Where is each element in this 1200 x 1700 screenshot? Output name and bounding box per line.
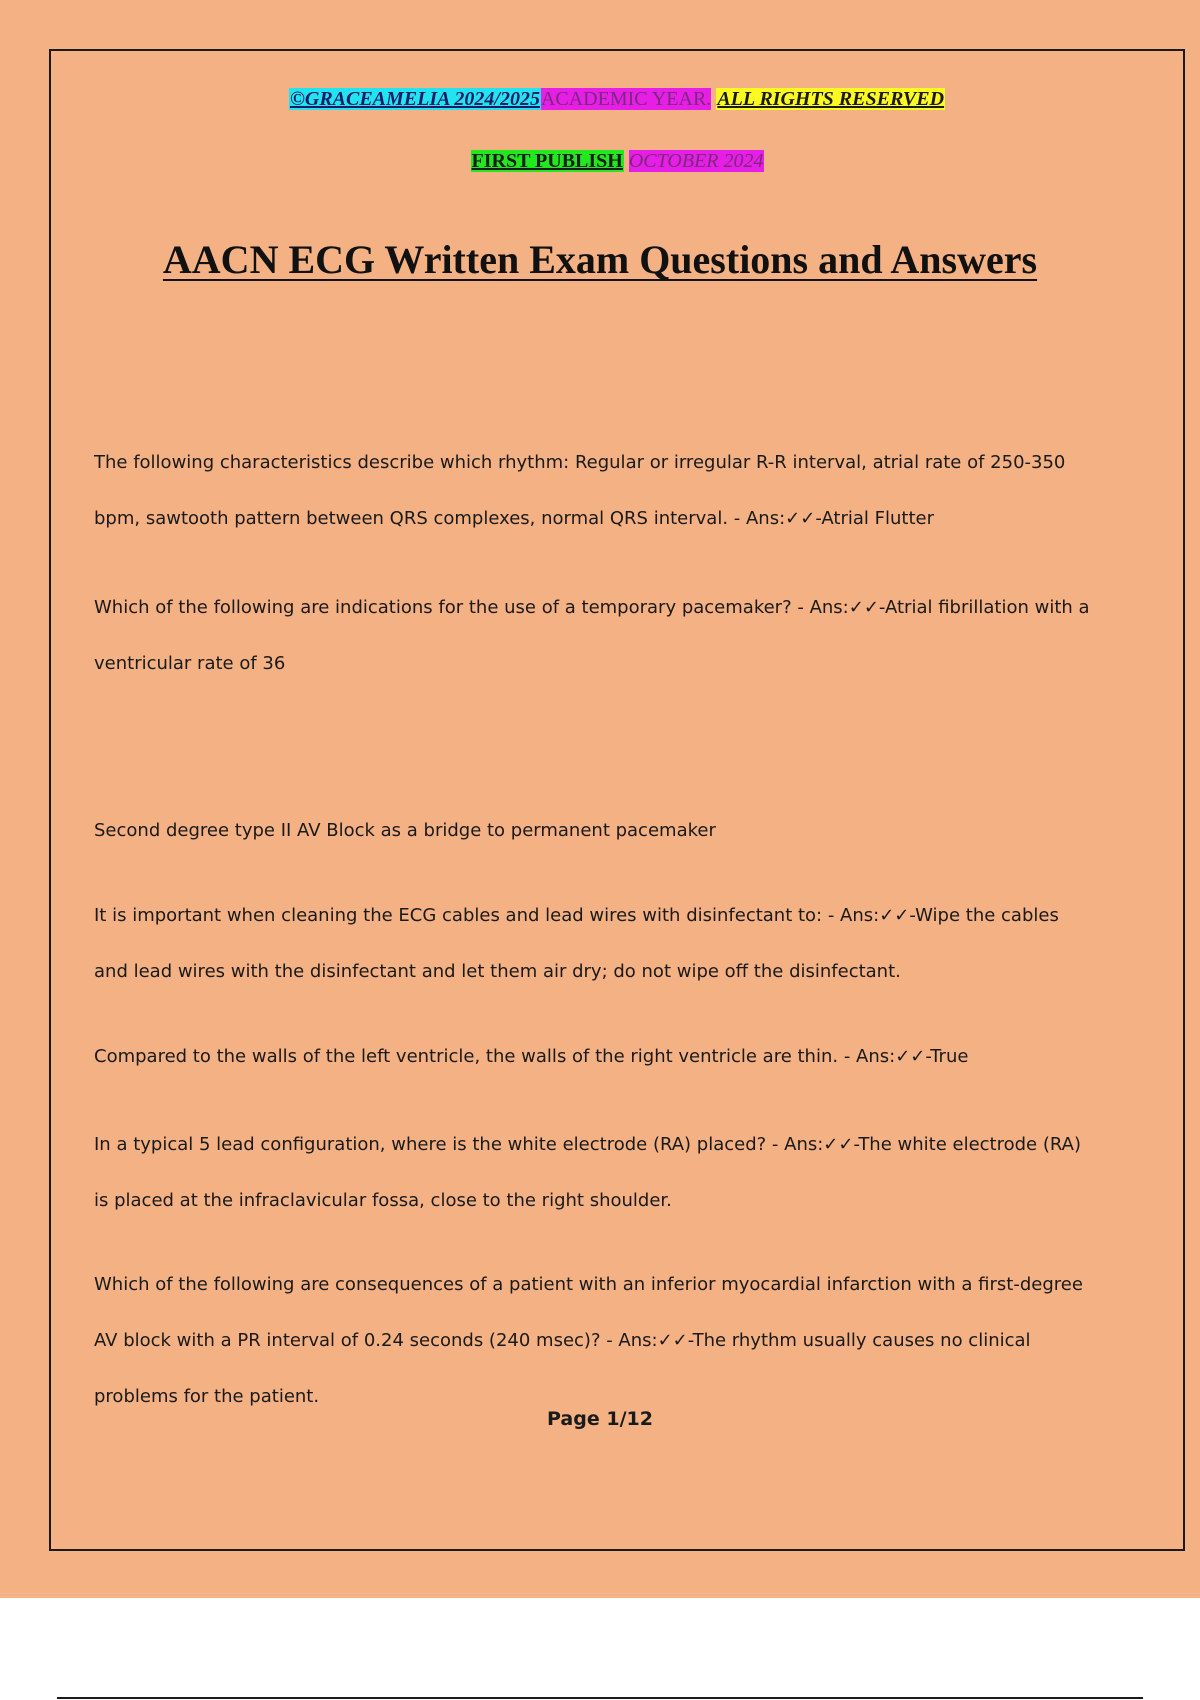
qa-item-4: It is important when cleaning the ECG cables and lead wires with disinfectant to: - Ans:✓✓-Wipe the cables and lead wires with the disinfectant and let them air dry; do not wipe off the disinfectant. <box>94 905 1059 982</box>
rights-highlight: ALL RIGHTS RESERVED <box>717 88 945 110</box>
first-publish-highlight: FIRST PUBLISH <box>471 150 623 172</box>
header-publish-line <box>51 149 1183 173</box>
qa-item-3: Second degree type II AV Block as a bridge to permanent pacemaker <box>94 820 716 841</box>
qa-item-1: The following characteristics describe which rhythm: Regular or irregular R-R interval, atrial rate of 250-350 bpm, sawtooth pattern between QRS complexes, normal QRS interval. - Ans:✓✓-Atrial Flutter <box>94 452 1066 529</box>
copyright-highlight: ©GRACEAMELIA 2024/2025 <box>289 88 540 110</box>
qa-item-2: Which of the following are indications for the use of a temporary pacemaker? - Ans:✓✓-Atrial fibrillation with a ventricular rate of 36 <box>94 597 1090 674</box>
page-number: Page 1/12 <box>547 1408 653 1430</box>
qa-item-7: Which of the following are consequences of a patient with an inferior myocardial infarction with a first-degree AV block with a PR interval of 0.24 seconds (240 msec)? - Ans:✓✓-The rhythm usually causes no clinical problems for the patient. <box>94 1274 1083 1407</box>
next-page-top-rule <box>57 1697 1143 1699</box>
document-title: AACN ECG Written Exam Questions and Answers <box>162 237 1038 282</box>
qa-item-6: In a typical 5 lead configuration, where is the white electrode (RA) placed? - Ans:✓✓-The white electrode (RA) is placed at the infraclavicular fossa, close to the right shoulder. <box>94 1134 1081 1211</box>
qa-item-5: Compared to the walls of the left ventricle, the walls of the right ventricle are thin. - Ans:✓✓-True <box>94 1046 969 1067</box>
header-copyright-line <box>51 87 1183 111</box>
academic-year-highlight: ACADEMIC YEAR. <box>540 88 712 110</box>
publish-date-highlight: OCTOBER 2024 <box>628 150 764 172</box>
